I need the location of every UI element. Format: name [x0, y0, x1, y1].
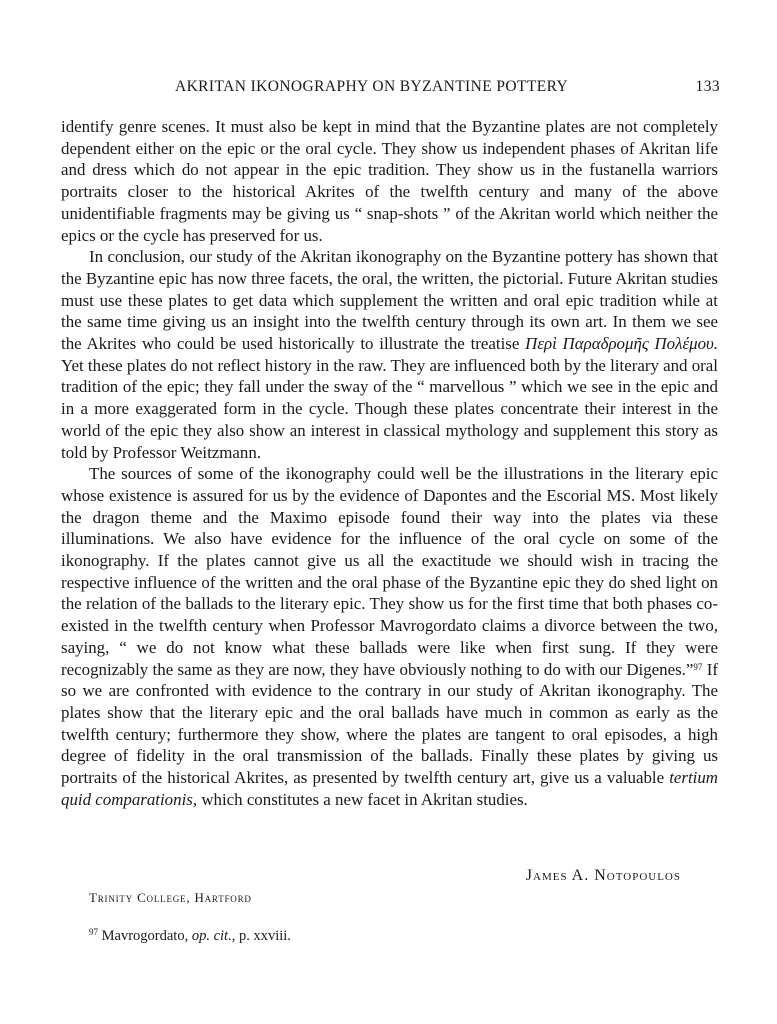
- running-title: AKRITAN IKONOGRAPHY ON BYZANTINE POTTERY: [175, 78, 569, 95]
- paragraph-3-text-c: which constitutes a new facet in Akritan studies.: [201, 789, 528, 809]
- paragraph-3-text-b: If so we are confronted with evidence to the contrary in our study of Akritan ikonography. The plates show that the literary epic and the oral ballads have much in common as early as the twelfth century; furthermore they show, where the plates are tangent to oral episodes, a high degree of fidelity in the oral transmission of the ballads. Finally these plates by giving us portraits of the historical Akrites, as presented by twelfth century art, give us a valuable: [61, 659, 718, 788]
- paragraph-2-text-a: In conclusion, our study of the Akritan ikonography on the Byzantine pottery has shown that the Byzantine epic has now three facets, the oral, the written, the pictorial. Future Akritan studies must use these plates to get data which supplement the written and oral epic tradition while at the same time giving us an insight into the twelfth century through its own art. In them we see the Akrites who could be used historically to illustrate the treatise: [61, 247, 718, 354]
- paragraph-2-text-b: Yet these plates do not reflect history in the raw. They are influenced both by the literary and oral tradition of the epic; they fall under the sway of the “ marvellous ” which we see in the epic and in a more exaggerated form in the cycle. Though these plates concentrate their interest in the world of the epic they also show an interest in classical mythology and supplement this story as told by Professor Weitzmann.: [61, 355, 718, 462]
- latin-phrase: tertium quid comparationis,: [61, 768, 718, 809]
- footnote: [89, 928, 291, 945]
- paragraph-3-text-a: The sources of some of the ikonography could well be the illustrations in the literary epic whose existence is assured for us by the evidence of Dapontes and the Escorial MS. Most likely the dragon theme and the Maximo episode found their way into the plates via these illuminations. We also have evidence for the influence of the oral cycle on some of the ikonography. If the plates cannot give us all the exactitude we should wish in tracing the respective influence of the written and the oral phase of the Byzantine epic they do shed light on the relation of the ballads to the literary epic. They show us for the first time that both phases co-existed in the twelfth century when Professor Mavrogordato claims a divorce between the two, saying, “ we do not know what these ballads were like when first sung. If they were recognizably the same as they are now, they have obviously nothing to do with our Digenes.”: [61, 464, 718, 679]
- author-signature: James A. Notopoulos: [525, 867, 681, 884]
- paragraph-3: [61, 463, 718, 810]
- body-text: [61, 116, 718, 811]
- footnote-page: p. xxviii.: [238, 928, 291, 944]
- footnote-cite: op. cit.,: [191, 928, 236, 944]
- author-affiliation: Trinity College, Hartford: [89, 890, 252, 905]
- paragraph-2: [61, 246, 718, 463]
- greek-treatise-title: Περὶ Παραδρομῆς Πολέμου.: [525, 334, 718, 354]
- paragraph-1-text: identify genre scenes. It must also be kept in mind that the Byzantine plates are not completely dependent either on the epic or the oral cycle. They show us independent phases of Akritan life and dress which do not appear in the epic tradition. They show us in the fustanella warriors portraits closer to the historical Akrites of the twelfth century and many of the above unidentifiable fragments may be giving us “ snap-shots ” of the Akritan world which neither the epics or the cycle has preserved for us.: [61, 117, 718, 245]
- footnote-reference: 97: [693, 661, 703, 672]
- page-number: 133: [695, 78, 720, 95]
- footnote-author: Mavrogordato,: [101, 928, 189, 944]
- paragraph-1: [61, 116, 718, 246]
- footnote-number: 97: [89, 927, 98, 937]
